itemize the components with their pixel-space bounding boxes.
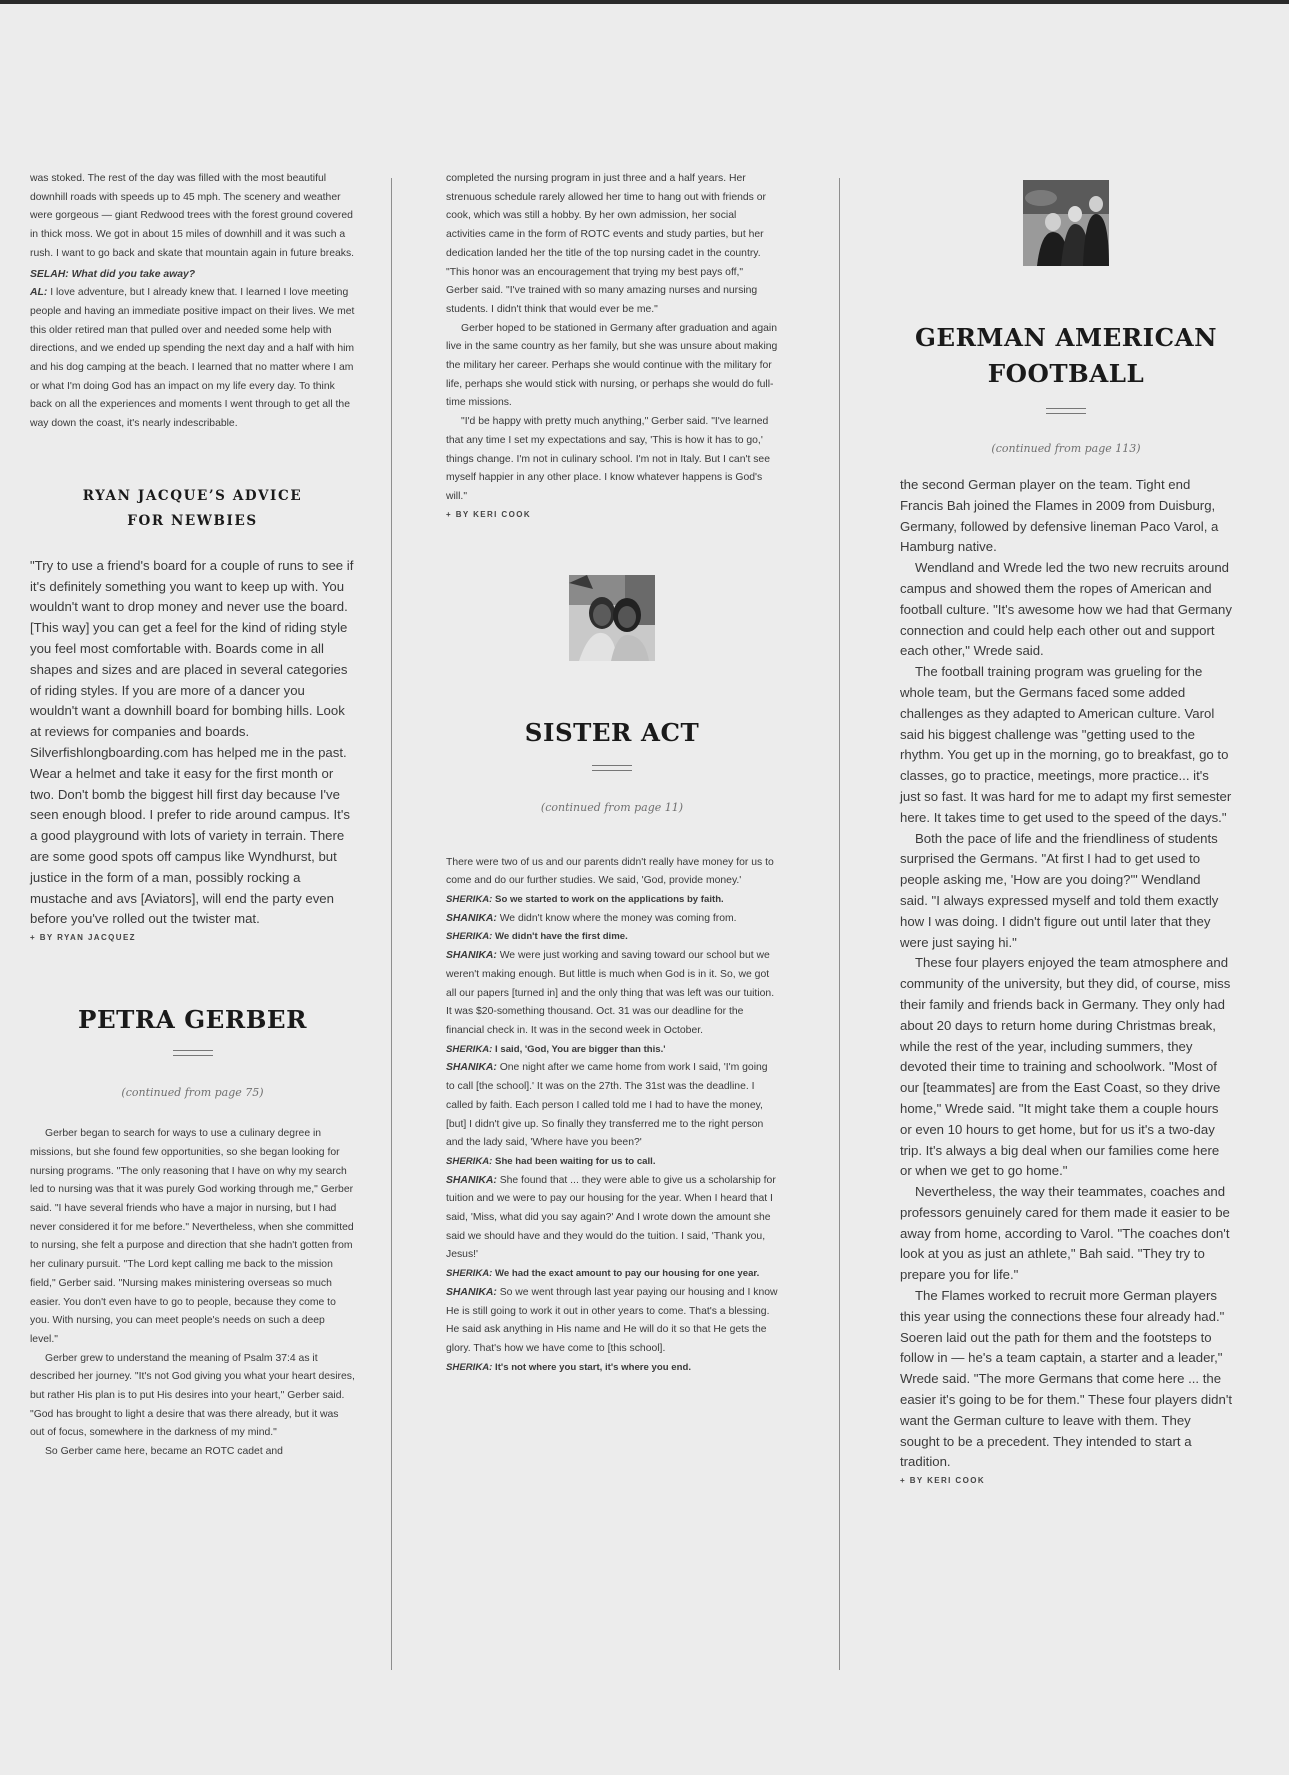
- speaker-label: SHANIKA:: [446, 950, 497, 962]
- petra-paragraph-1: Gerber began to search for ways to use a culinary degree in missions, but she found few opportunities, so she began looking for nursing programs. "The only reasoning that I have on why my search led to nursing was that it was purely God working through me," Gerber said. "I have several friends who have a major in nursing, but I had never considered it for me before." Nevertheless, when she committed to nursing, she felt a purpose and direction that she hadn't gotten from her culinary pursuit. "The Lord kept calling me back to the mission field," Gerber said. "Nursing makes ministering overseas so much easier. You don't even have to go to people, because they come to you. With nursing, you can meet people's needs on such a deep level.": [30, 1128, 354, 1345]
- dialogue-text: She found that ... they were able to give us a scholarship for tuition and we were to pay our housing for the year. When I heard that I said, 'Miss, what did you say again?' And I wrote down the amount she said we should have and they would do the tuition. I said, 'Thank you, Jesus!': [446, 1174, 776, 1261]
- football-paragraph-2: Wendland and Wrede led the two new recruits around campus and showed them the ropes of American and football culture. "It's awesome how we had that Germany connection and could help each other out and support each other," Wrede said.: [900, 560, 1232, 659]
- title-divider: [1046, 408, 1086, 414]
- speaker-label: SHERIKA:: [446, 894, 493, 906]
- football-paragraph-3: The football training program was grueling for the whole team, but the Germans faced some added challenges as they adapted to American culture. Varol said his biggest challenge was "getting used to the rhythm. You get up in the morning, go to breakfast, go to classes, go to practice, meetings, more practice... it's just so fast. It was hard for me to adapt my first semester here. It takes time to get used to the speed of the days.": [900, 664, 1232, 825]
- speaker-label: SHANIKA:: [446, 1174, 497, 1186]
- dialogue-line: [446, 1041, 778, 1060]
- football-byline: + BY KERI COOK: [900, 1476, 986, 1486]
- answer-label: AL:: [30, 287, 48, 299]
- dialogue-line: [446, 947, 778, 1041]
- football-heading: [900, 320, 1232, 392]
- interview-question: [30, 266, 355, 285]
- title-divider: [592, 765, 632, 771]
- dialogue-text: She had been waiting for us to call.: [495, 1155, 656, 1167]
- column-rule-left: [391, 178, 392, 1670]
- dialogue-text: We didn't know where the money was coming from.: [499, 912, 737, 924]
- sister-act-title: SISTER ACT: [524, 717, 700, 747]
- gerber-paragraph-3: "I'd be happy with pretty much anything," Gerber said. "I've learned that any time I set my expectations and say, 'This is how it has to go,' things change. I'm not in culinary school. I'm not in Italy. But I can't see myself happier in any other place. I know whatever happens is God's will.": [446, 416, 770, 502]
- column-right: [900, 170, 1232, 1485]
- title-divider: [173, 1050, 213, 1056]
- dialogue-text: One night after we came home from work I said, 'I'm going to call [the school].' It was on the 27th. The 31st was the deadline. I called by faith. Each person I called told me I had to have the money, [but] I didn't give up. So finally they transferred me to the right person and the lady said, 'Where have you been?': [446, 1062, 768, 1149]
- dialogue-text: It's not where you start, it's where you end.: [495, 1361, 691, 1373]
- speaker-label: SHERIKA:: [446, 1361, 493, 1373]
- longboard-interview-paragraph: was stoked. The rest of the day was filled with the most beautiful downhill roads with speeds up to 45 mph. The scenery and weather were gorgeous — giant Redwood trees with the forest ground covered in thick moss. We got in about 15 miles of downhill and it was such a rush. I want to go back and skate that mountain again in future breaks.: [30, 173, 355, 259]
- dialogue-line: [446, 1153, 778, 1172]
- dialogue-text: We had the exact amount to pay our housing for one year.: [495, 1268, 760, 1280]
- sister-act-photo: [569, 575, 655, 661]
- football-title-line-2: FOOTBALL: [987, 359, 1145, 388]
- advice-title-line-1: RYAN JACQUE’S ADVICE: [82, 487, 303, 504]
- football-paragraph-5: These four players enjoyed the team atmosphere and community of the university, but they did, of course, miss their family and friends back in Germany. They only had about 20 days to return home during Christmas break, while the rest of the year, including summers, they devoted their time to training and schoolwork. "Most of our [teammates] are from the East Coast, so they drive home," Wrede said. "It might take them a couple hours or even 10 hours to get home, but for us it's a two-day trip. It's always a big deal when our families come here or when we get to go home.": [900, 955, 1231, 1179]
- football-paragraph-7: The Flames worked to recruit more German players this year using the connections these four already had." Soeren laid out the path for them and the footsteps to follow in — he's a team captain, a starter and a leader," Wrede said. "The more Germans that come here ... the easier it's going to be for them." These four players didn't want the German culture to leave with them. They sought to be a precedent. They intended to start a tradition.: [900, 1288, 1233, 1470]
- dialogue-line: [446, 1284, 778, 1359]
- football-paragraph-4: Both the pace of life and the friendliness of students surprised the Germans. "At first I had to get used to people asking me, 'How are you doing?'" Wendland said. "I always expressed myself and told them exactly how I was doing. I didn't figure out until later that they were just saying hi.": [900, 830, 1219, 950]
- speaker-label: SHANIKA:: [446, 1062, 497, 1074]
- dialogue-text: We were just working and saving toward our school but we weren't making enough. But little is much when God is in it. So, we got all our papers [turned in] and the only thing that was left was our tuition. It was $20-something thousand. Oct. 31 was our deadline for the financial check in. It was in the second week in October.: [446, 950, 775, 1036]
- gerber-paragraph-1: completed the nursing program in just three and a half years. Her strenuous schedule rarely allowed her time to hang out with friends or cook, which was still a hobby. By her own admission, her social activities came in the form of ROTC events and study parties, but her dedication landed her the title of the top nursing cadet in the country. "This honor was an encouragement that trying my best pays off," Gerber said. "I've trained with so many amazing nurses and nursing students. I didn't think that would ever be me.": [446, 173, 766, 315]
- advice-heading: [30, 484, 355, 534]
- football-paragraph-6: Nevertheless, the way their teammates, coaches and professors genuinely cared for them made it easier to be away from home, according to Varol. "The coaches don't look at you as just an athlete," Bah said. "They try to prepare you for life.": [900, 1184, 1230, 1283]
- gerber-paragraph-2: Gerber hoped to be stationed in Germany after graduation and again live in the same country as her family, but she was unsure about making the military her career. Perhaps she would continue with the military for life, perhaps she would stick with nursing, or perhaps she would do full-time missions.: [446, 322, 778, 409]
- interview-answer: [30, 284, 355, 434]
- petra-paragraph-3: So Gerber came here, became an ROTC cadet and: [45, 1446, 283, 1458]
- column-rule-right: [839, 178, 840, 1670]
- speaker-label: SHERIKA:: [446, 1155, 493, 1167]
- sister-act-intro: There were two of us and our parents didn't really have money for us to come and do our further studies. We said, 'God, provide money.': [446, 856, 774, 887]
- football-photo: [1023, 180, 1109, 266]
- football-title-line-1: GERMAN AMERICAN: [914, 323, 1218, 352]
- dialogue-line: [446, 1359, 778, 1378]
- dialogue-line: [446, 891, 778, 910]
- dialogue-text: We didn't have the first dime.: [495, 931, 628, 943]
- speaker-label: SHERIKA:: [446, 1268, 493, 1280]
- dialogue-text: So we went through last year paying our housing and I know He is still going to work it out in other years to come. That's a blessing. He said ask anything in His name and He will do it so that He gets the glory. That's how we have come to [this school].: [446, 1286, 778, 1354]
- question-text: What did you take away?: [71, 268, 196, 280]
- dialogue-line: [446, 1172, 778, 1266]
- advice-byline: + BY RYAN JACQUEZ: [30, 933, 136, 943]
- dialogue-line: [446, 910, 778, 929]
- gerber-byline: + BY KERI COOK: [446, 509, 532, 519]
- sister-act-continued-note: (continued from page 11): [540, 800, 684, 814]
- advice-text: "Try to use a friend's board for a couple of runs to see if it's definitely something you want to keep up with. You wouldn't want to drop money and never use the board. [This way] you can get a feel for the kind of riding style you feel most comfortable with. Boards come in all shapes and sizes and are placed in several categories of riding styles. If you are more of a dancer you wouldn't want a downhill board for bombing hills. Look at reviews for companies and boards. Silverfishlongboarding.com has helped me in the past. Wear a helmet and take it easy for the first month or two. Don't bomb the biggest hill first day because I've seen enough blood. I prefer to ride around campus. It's a good playground with lots of variety in terrain. There are some good spots off campus like Wyndhurst, but justice in the form of a man, possibly rocking a mustache and avs [Aviators], will end the party even before you've rolled out the twister mat.: [30, 557, 354, 927]
- dialogue-line: [446, 1059, 778, 1153]
- dialogue-line: [446, 928, 778, 947]
- page-top-band: [0, 0, 1289, 4]
- dialogue-text: So we started to work on the applications by faith.: [495, 894, 724, 906]
- speaker-label: SHERIKA:: [446, 931, 493, 943]
- petra-gerber-title: PETRA GERBER: [78, 1005, 307, 1035]
- petra-paragraph-2: Gerber grew to understand the meaning of Psalm 37:4 as it described her journey. "It's not God giving you what your heart desires, but rather His plan is to put His desires into your heart," Gerber said. "God has brought to light a desire that was there already, but it was out of focus, somewhere in the darkness of my mind.": [30, 1352, 355, 1439]
- football-continued-note: (continued from page 113): [991, 442, 1141, 455]
- question-label: SELAH:: [30, 268, 69, 280]
- football-paragraph-1: the second German player on the team. Tight end Francis Bah joined the Flames in 2009 from Duisburg, Germany, followed by defensive lineman Paco Varol, a Hamburg native.: [900, 477, 1219, 555]
- speaker-label: SHANIKA:: [446, 912, 497, 924]
- dialogue-text: I said, 'God, You are bigger than this.': [495, 1043, 666, 1055]
- dialogue-line: [446, 1265, 778, 1284]
- speaker-label: SHERIKA:: [446, 1043, 493, 1055]
- petra-continued-note: (continued from page 75): [121, 1086, 264, 1100]
- column-left: [30, 170, 355, 1462]
- advice-title-line-2: FOR NEWBIES: [127, 512, 258, 529]
- column-middle: [446, 170, 778, 1377]
- answer-text: I love adventure, but I already knew that. I learned I love meeting people and having an immediate positive impact on their lives. We met this older retired man that pulled over and needed some help with directions, and we ended up spending the next day and a half with him and his dog camping at the beach. I learned that no matter where I am or what I'm doing God has an impact on my life every day. To think back on all the experiences and moments I went through to get all the way down the coast, it's nearly indescribable.: [30, 287, 355, 430]
- speaker-label: SHANIKA:: [446, 1286, 497, 1298]
